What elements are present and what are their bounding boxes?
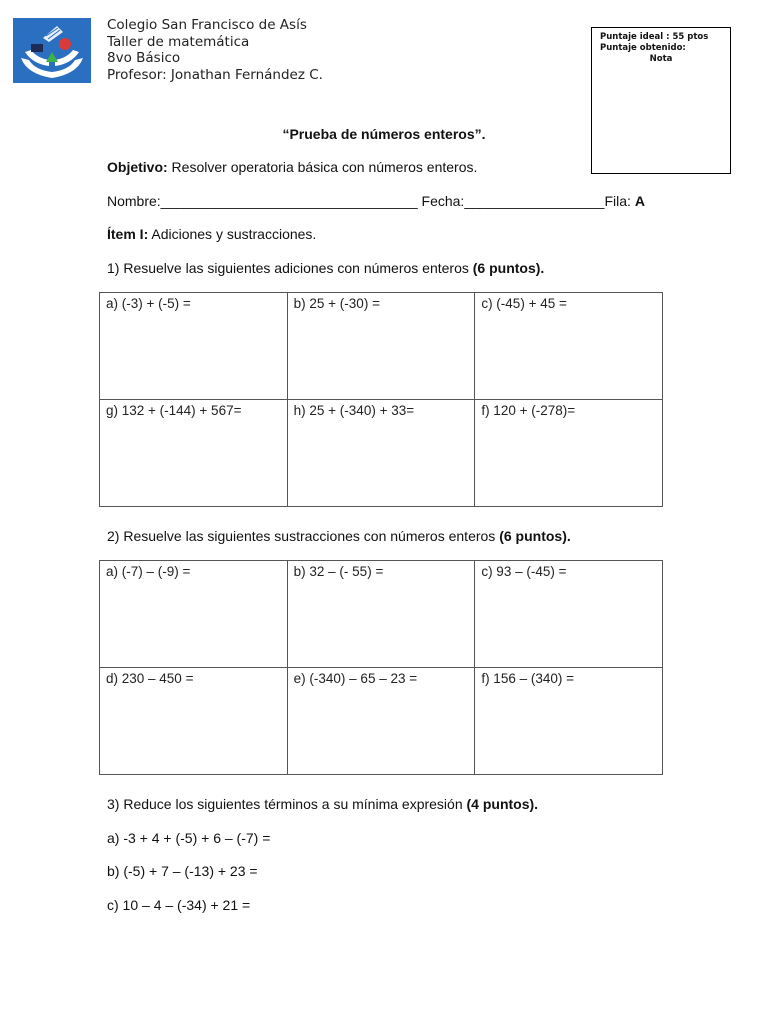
- reduce-item: b) (-5) + 7 – (-13) + 23 =: [107, 863, 258, 879]
- row-value: A: [634, 193, 645, 209]
- reduce-item: a) -3 + 4 + (-5) + 6 – (-7) =: [107, 830, 271, 846]
- exercise-cell[interactable]: b) 32 – (- 55) =: [287, 561, 475, 668]
- exercise-cell[interactable]: f) 156 – (340) =: [475, 668, 663, 775]
- table-row: [100, 668, 663, 775]
- school-header: [107, 17, 323, 83]
- grade-level: 8vo Básico: [107, 50, 181, 66]
- exercise-cell[interactable]: c) 93 – (-45) =: [475, 561, 663, 668]
- name-date-fields: Nombre:_________________________________ Fecha:__________________Fila:: [107, 193, 635, 209]
- item-heading: [107, 226, 316, 242]
- reduce-item: c) 10 – 4 – (-34) + 21 =: [107, 897, 251, 913]
- question-3-text: 3) Reduce los siguientes términos a su mínima expresión: [107, 796, 467, 812]
- score-ideal: Puntaje ideal : 55 ptos: [600, 32, 709, 42]
- score-box: [591, 27, 731, 174]
- exercise-cell[interactable]: e) (-340) – 65 – 23 =: [287, 668, 475, 775]
- teacher-name: Profesor: Jonathan Fernández C.: [107, 66, 323, 83]
- exercise-cell[interactable]: h) 25 + (-340) + 33=: [287, 400, 475, 507]
- table-row: [100, 293, 663, 400]
- student-info-line: [107, 193, 645, 209]
- school-logo: [13, 18, 91, 83]
- test-title: “Prueba de números enteros”.: [282, 126, 486, 142]
- score-grade-label: Nota: [649, 54, 673, 64]
- exercise-cell[interactable]: c) (-45) + 45 =: [475, 293, 663, 400]
- exercise-cell[interactable]: d) 230 – 450 =: [100, 668, 288, 775]
- question-1-text: 1) Resuelve las siguientes adiciones con números enteros: [107, 260, 473, 276]
- additions-table: [99, 292, 663, 507]
- exercise-cell[interactable]: a) (-3) + (-5) =: [100, 293, 288, 400]
- question-2-text: 2) Resuelve las siguientes sustracciones con números enteros: [107, 528, 500, 544]
- exercise-cell[interactable]: a) (-7) – (-9) =: [100, 561, 288, 668]
- objective-text: Resolver operatoria básica con números enteros.: [167, 159, 478, 175]
- workshop-name: Taller de matemática: [107, 33, 250, 50]
- exercise-cell[interactable]: g) 132 + (-144) + 567=: [100, 400, 288, 507]
- item-text: Adiciones y sustracciones.: [148, 226, 317, 242]
- score-obtained: Puntaje obtenido:: [600, 43, 686, 53]
- item-label: Ítem I:: [107, 226, 149, 242]
- objective-line: [107, 159, 477, 175]
- question-2-points: (6 puntos).: [499, 528, 571, 544]
- question-1: [107, 260, 544, 276]
- school-name: Colegio San Francisco de Asís: [107, 17, 307, 33]
- question-3: [107, 796, 538, 812]
- table-row: [100, 400, 663, 507]
- objective-label: Objetivo:: [107, 159, 168, 175]
- exercise-cell[interactable]: f) 120 + (-278)=: [475, 400, 663, 507]
- subtractions-table: [99, 560, 663, 775]
- exercise-cell[interactable]: b) 25 + (-30) =: [287, 293, 475, 400]
- question-1-points: (6 puntos).: [472, 260, 545, 276]
- question-2: [107, 528, 571, 544]
- table-row: [100, 561, 663, 668]
- question-3-points: (4 puntos).: [466, 796, 539, 812]
